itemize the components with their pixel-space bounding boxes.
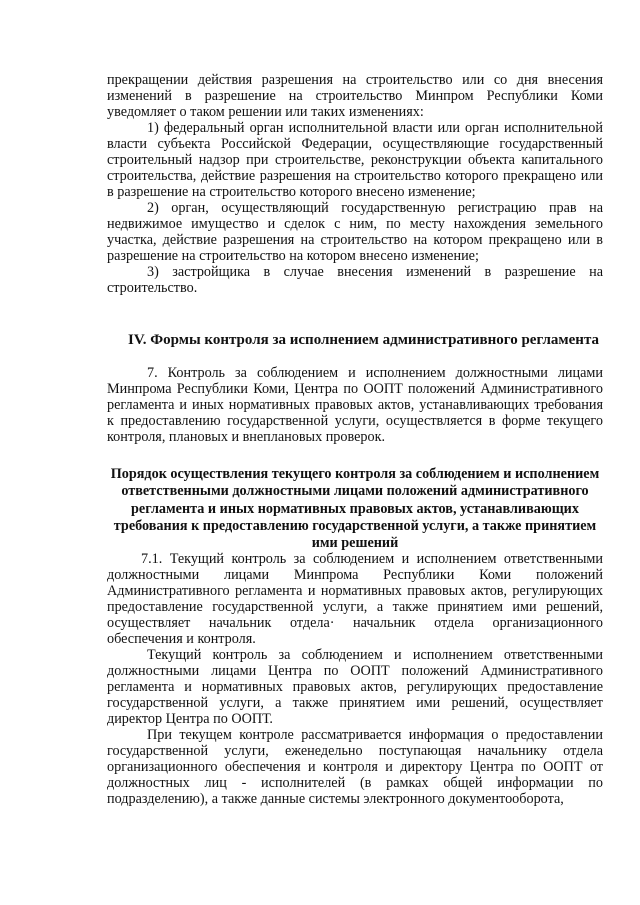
section-heading: IV. Формы контроля за исполнением административного регламента <box>128 332 599 348</box>
subheading: Порядок осуществления текущего контроля за соблюдением и исполнением ответственными должностными лицами положений административного регламента и иных нормативных правовых актов, устанавливающих требования к предоставлению государственной услуги, а также принятием ими решений <box>110 466 600 552</box>
paragraph-item-1: 1) федеральный орган исполнительной власти или орган исполнительной власти субъекта Российской Федерации, осуществляющие государственный строительный надзор при строительстве, реконструкции объекта капитального строительства, действие разрешения на строительство которого прекращено или в разрешение на строительство которого внесено изменение; <box>107 120 603 200</box>
paragraph-item-2: 2) орган, осуществляющий государственную регистрацию прав на недвижимое имущество и сделок с ним, по месту нахождения земельного участка, действие разрешения на строительство на котором прекращено или в разрешение на строительство на котором внесено изменение; <box>107 200 603 264</box>
paragraph-section-7: 7. Контроль за соблюдением и исполнением должностными лицами Минпрома Республики Коми, Центра по ООПТ положений Административного регламента и иных нормативных правовых актов, устанавливающих требования к предоставлению государственной услуги, осуществляется в форме текущего контроля, плановых и внеплановых проверок. <box>107 365 603 445</box>
paragraph-intro: прекращении действия разрешения на строительство или со дня внесения изменений в разрешение на строительство Минпром Республики Коми уведомляет о таком решении или таких изменениях: <box>107 72 603 120</box>
section-text-block <box>107 365 603 445</box>
paragraph-item-3: 3) застройщика в случае внесения изменений в разрешение на строительство. <box>107 264 603 296</box>
top-text-block <box>107 72 603 296</box>
paragraph-7-1: 7.1. Текущий контроль за соблюдением и исполнением ответственными должностными лицами Минпрома Республики Коми положений Административного регламента и нормативных правовых актов, регулирующих предоставление государственной услуги, а также принятием ими решений, осуществляет начальник отдела· начальник отдела организационного обеспечения и контроля. <box>107 551 603 647</box>
bottom-text-block <box>107 551 603 807</box>
paragraph-current-control: При текущем контроле рассматривается информация о предоставлении государственной услуги, еженедельно поступающая начальнику отдела организационного обеспечения и контроля и директору Центра по ООПТ от должностных лиц - исполнителей (в рамках общей информации по подразделению), а также данные системы электронного документооборота, <box>107 727 603 807</box>
paragraph-center-control: Текущий контроль за соблюдением и исполнением ответственными должностными лицами Центра по ООПТ положений Административного регламента и нормативных правовых актов, регулирующих предоставление государственной услуги, а также принятием ими решений, осуществляет директор Центра по ООПТ. <box>107 647 603 727</box>
